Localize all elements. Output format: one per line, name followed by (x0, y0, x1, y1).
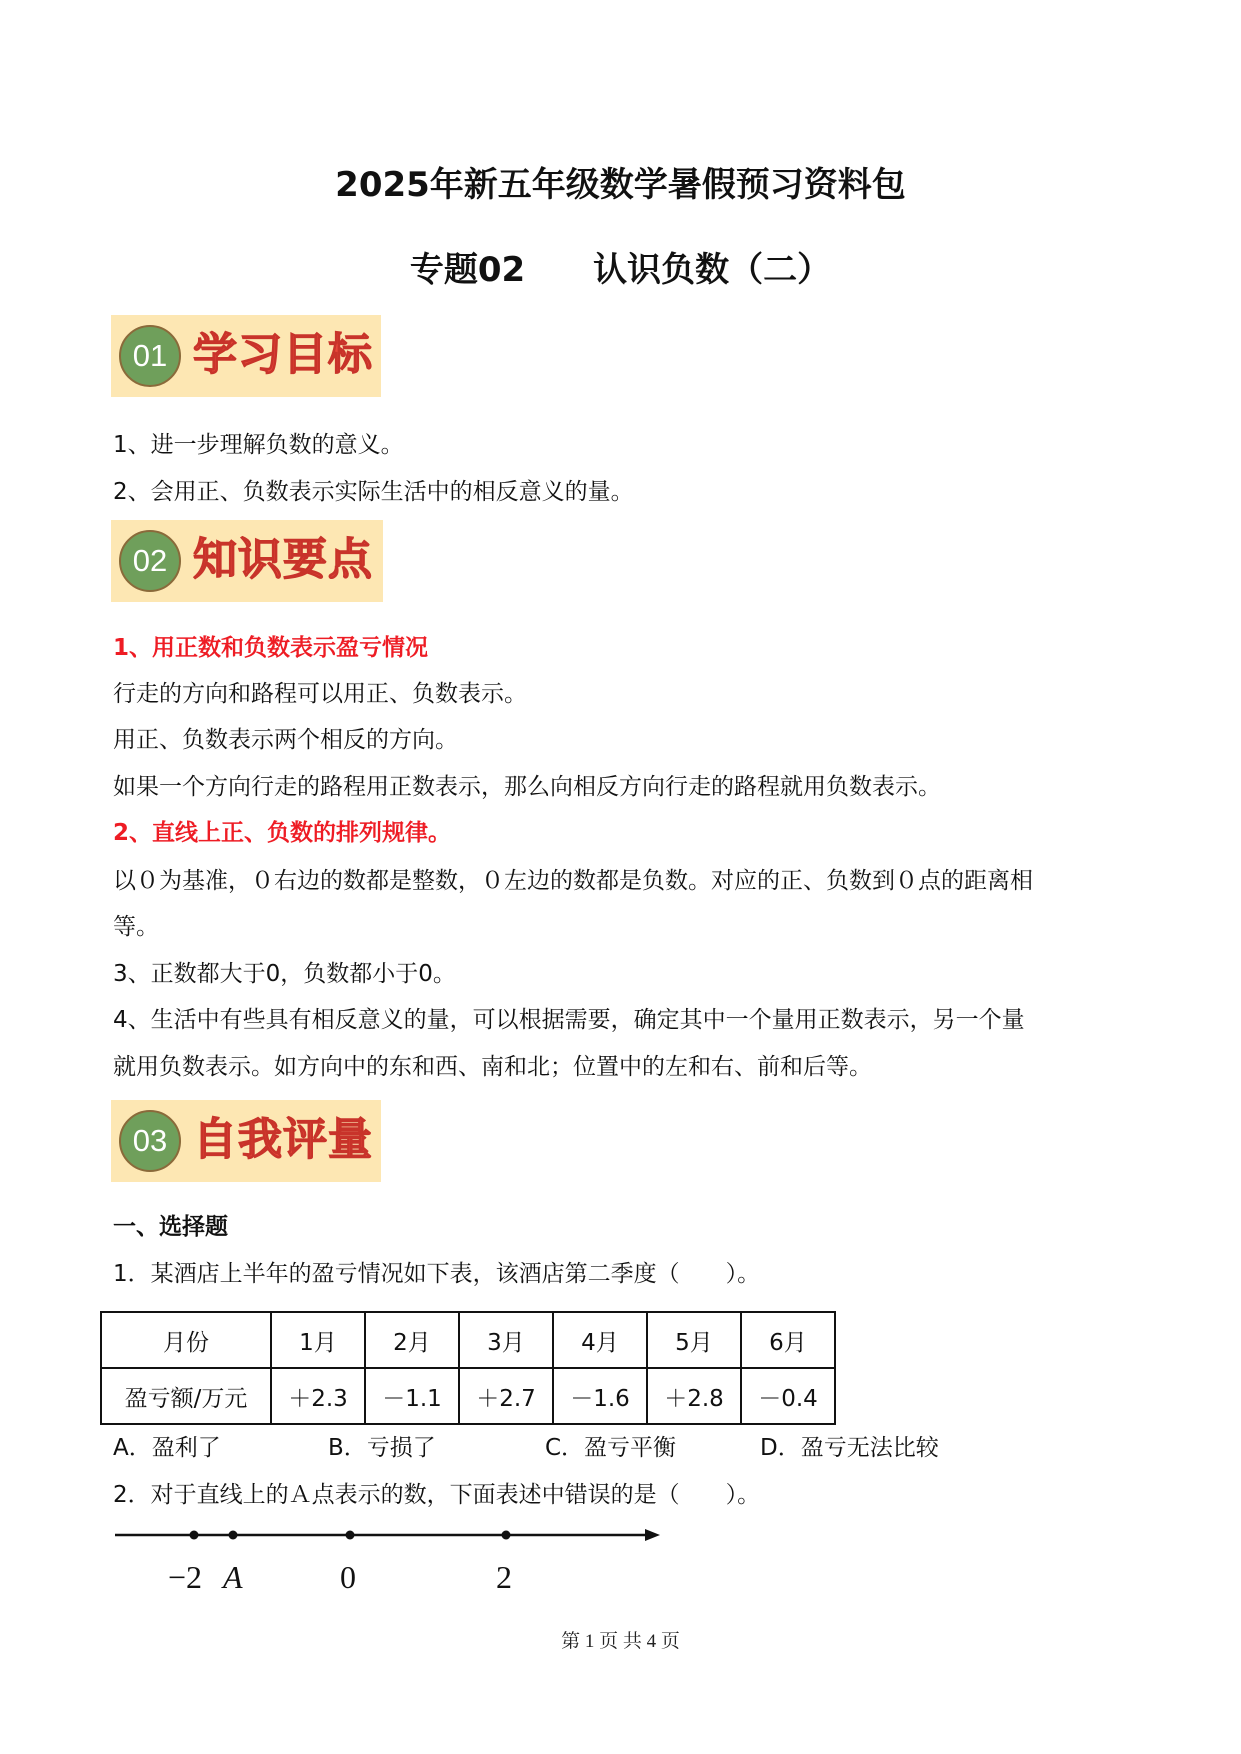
number-line-label: −2 (168, 1559, 203, 1595)
knowledge-paragraph: 如果一个方向行走的路程用正数表示，那么向相反方向行走的路程就用负数表示。 (113, 774, 941, 800)
knowledge-paragraph: 3、正数都大于0，负数都小于0。 (113, 961, 456, 987)
number-line-label: 2 (496, 1559, 512, 1595)
month-cell: 6月 (741, 1312, 835, 1368)
knowledge-paragraph: 用正、负数表示两个相反的方向。 (113, 727, 458, 753)
option-d[interactable]: D．盈亏无法比较 (760, 1435, 939, 1461)
section-banner-knowledge (111, 520, 383, 602)
month-cell: 5月 (647, 1312, 741, 1368)
table-header-cell: 月份 (101, 1312, 271, 1368)
knowledge-paragraph: 行走的方向和路程可以用正、负数表示。 (113, 681, 527, 707)
question-1: 1．某酒店上半年的盈亏情况如下表，该酒店第二季度（ ）。 (113, 1261, 761, 1287)
question-2: 2．对于直线上的Ａ点表示的数，下面表述中错误的是（ ）。 (113, 1482, 761, 1508)
month-cell: 2月 (365, 1312, 459, 1368)
goal-item: 1、进一步理解负数的意义。 (113, 432, 404, 458)
value-cell: ＋2.8 (647, 1368, 741, 1424)
knowledge-paragraph: 以０为基准，０右边的数都是整数，０左边的数都是负数。对应的正、负数到０点的距离相 (113, 868, 1033, 894)
section-title: 自我评量 (193, 1114, 373, 1165)
knowledge-paragraph: 就用负数表示。如方向中的东和西、南和北；位置中的左和右、前和后等。 (113, 1054, 872, 1080)
number-line-point (502, 1531, 511, 1540)
table-row (101, 1368, 835, 1424)
month-cell: 3月 (459, 1312, 553, 1368)
page-footer: 第 1 页 共 4 页 (561, 1631, 680, 1652)
document-title: 2025年新五年级数学暑假预习资料包 (335, 165, 906, 205)
value-cell: －0.4 (741, 1368, 835, 1424)
number-line-point (190, 1531, 199, 1540)
knowledge-heading: 2、直线上正、负数的排列规律。 (113, 820, 452, 846)
knowledge-heading: 1、用正数和负数表示盈亏情况 (113, 635, 429, 661)
document-subtitle: 专题02 认识负数（二） (409, 250, 832, 290)
month-cell: 4月 (553, 1312, 647, 1368)
goal-item: 2、会用正、负数表示实际生活中的相反意义的量。 (113, 479, 634, 505)
section-banner-assessment (111, 1100, 381, 1182)
section-banner-goals (111, 315, 381, 397)
table-header-cell: 盈亏额/万元 (101, 1368, 271, 1424)
section-title: 知识要点 (193, 534, 373, 585)
knowledge-paragraph: 等。 (113, 914, 159, 940)
knowledge-paragraph: 4、生活中有些具有相反意义的量，可以根据需要，确定其中一个量用正数表示，另一个量 (113, 1007, 1025, 1033)
section-number-badge: 02 (119, 530, 181, 592)
profit-table (100, 1311, 836, 1425)
month-cell: 1月 (271, 1312, 365, 1368)
section-number-badge: 03 (119, 1110, 181, 1172)
number-line-label: A (223, 1559, 243, 1595)
quiz-heading: 一、选择题 (113, 1214, 228, 1240)
section-number-badge: 01 (119, 325, 181, 387)
option-b[interactable]: B．亏损了 (328, 1435, 436, 1461)
value-cell: ＋2.3 (271, 1368, 365, 1424)
number-line-label: 0 (340, 1559, 356, 1595)
value-cell: ＋2.7 (459, 1368, 553, 1424)
number-line-arrow-icon (645, 1529, 660, 1541)
number-line-point (229, 1531, 238, 1540)
option-a[interactable]: A．盈利了 (113, 1435, 221, 1461)
option-c[interactable]: C．盈亏平衡 (545, 1435, 677, 1461)
value-cell: －1.1 (365, 1368, 459, 1424)
value-cell: －1.6 (553, 1368, 647, 1424)
section-title: 学习目标 (193, 329, 373, 380)
table-row (101, 1312, 835, 1368)
number-line-point (346, 1531, 355, 1540)
